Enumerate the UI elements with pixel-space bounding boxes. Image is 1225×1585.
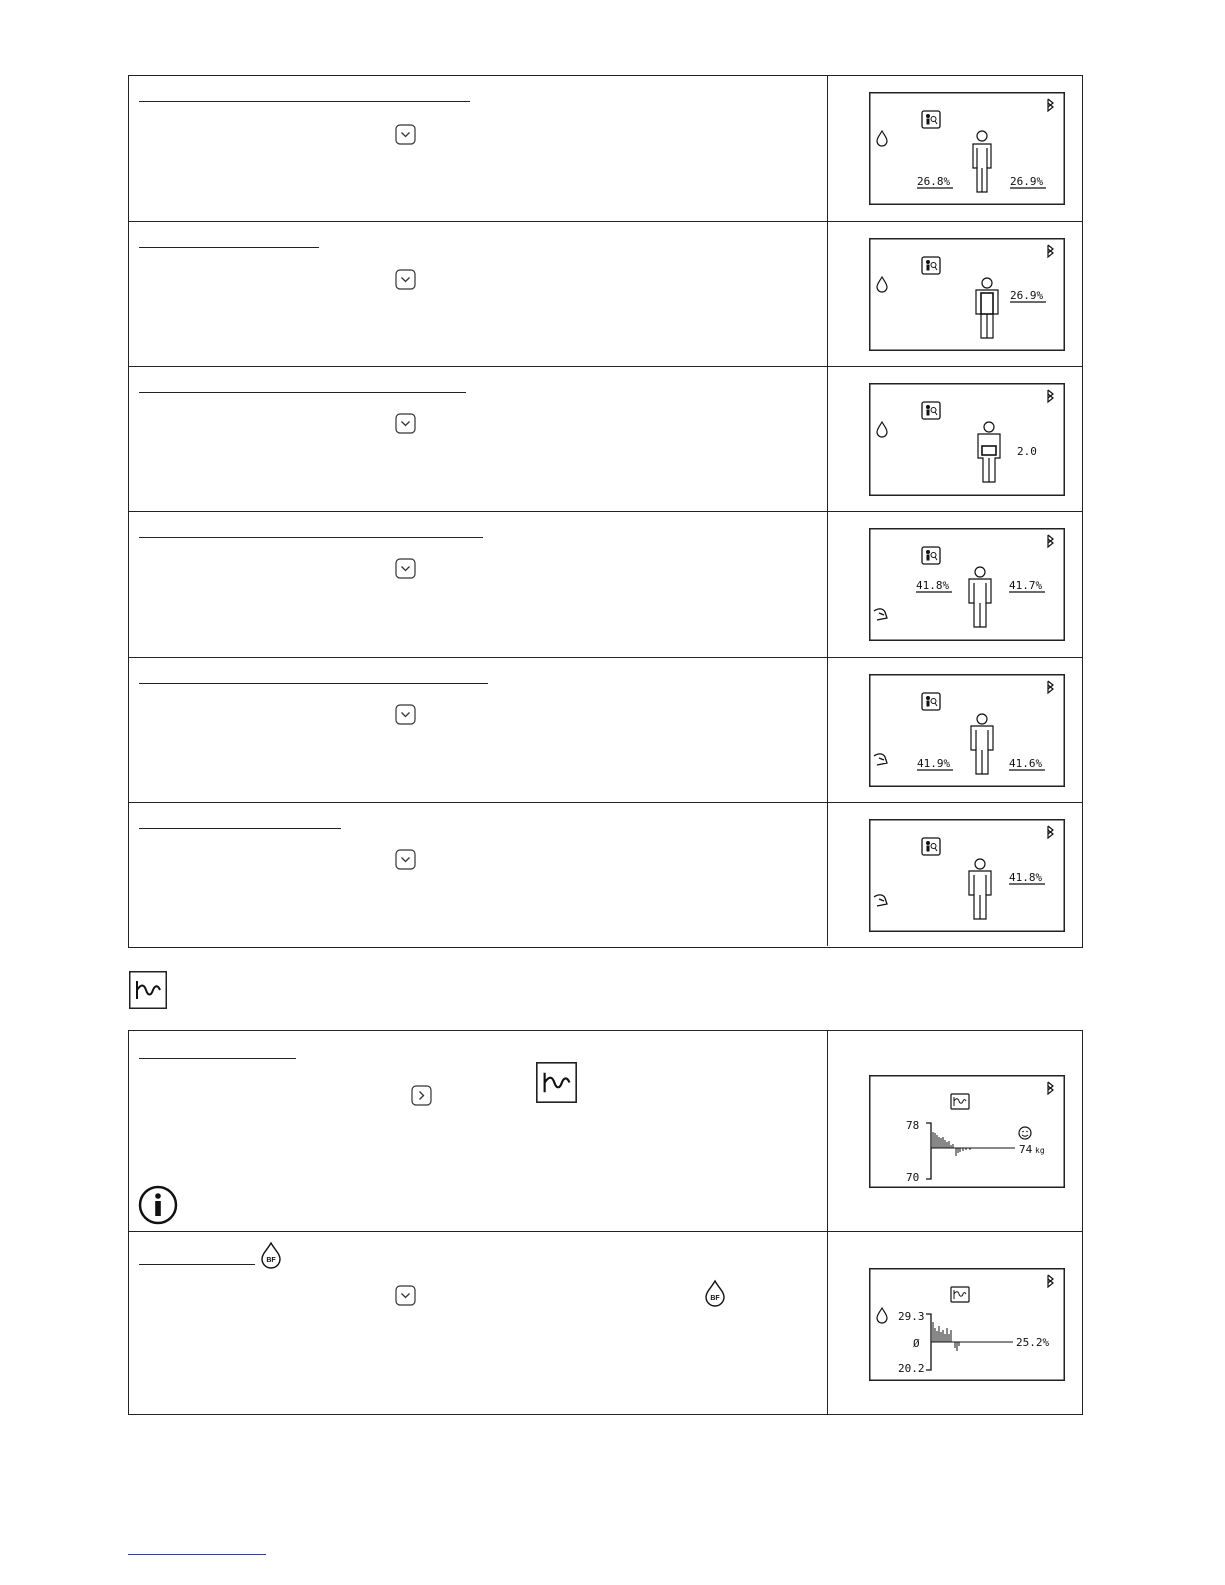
- column-divider: [827, 222, 828, 366]
- body-figure: [971, 714, 993, 774]
- right-value: 41.8%: [1009, 871, 1043, 884]
- bluetooth-icon: [1048, 1275, 1053, 1287]
- body-segment-icon: [922, 838, 940, 855]
- scale-display: [869, 1268, 1065, 1381]
- scale-display: [869, 1075, 1065, 1188]
- trend-mid: Ø: [913, 1337, 920, 1350]
- scale-display: [869, 819, 1065, 932]
- bluetooth-icon: [1048, 99, 1053, 111]
- left-value: 41.8%: [916, 579, 950, 592]
- table-row: [129, 1031, 1082, 1232]
- heading-underline: [139, 1264, 255, 1265]
- water-drop-icon: [877, 422, 887, 437]
- body-figure: [969, 859, 991, 919]
- heading-underline: [139, 537, 483, 538]
- bluetooth-icon: [1048, 681, 1053, 693]
- info-icon: [138, 1185, 178, 1225]
- column-divider: [827, 1232, 828, 1415]
- bf-drop-icon: [259, 1241, 283, 1269]
- column-divider: [827, 1031, 828, 1231]
- bluetooth-icon: [1048, 1082, 1053, 1094]
- chevron-down-button-icon: [395, 849, 416, 870]
- heading-underline: [139, 828, 341, 829]
- body-figure: [973, 131, 991, 192]
- heading-underline: [139, 101, 470, 102]
- table-row: [129, 803, 1082, 946]
- trend-bottom: 70: [906, 1171, 920, 1184]
- bluetooth-icon: [1048, 390, 1053, 402]
- column-divider: [827, 658, 828, 802]
- water-drop-icon: [877, 277, 887, 292]
- right-value: 26.9%: [1010, 175, 1044, 188]
- heading-underline: [139, 247, 319, 248]
- bluetooth-icon: [1048, 535, 1053, 547]
- trend-table: [128, 1030, 1083, 1415]
- column-divider: [827, 367, 828, 511]
- trend-value: 25.2%: [1016, 1336, 1050, 1349]
- trend-icon: [951, 1287, 969, 1302]
- table-row: [129, 1232, 1082, 1415]
- trend-icon: [129, 971, 167, 1009]
- chevron-down-button-icon: [395, 269, 416, 290]
- water-drop-icon: [877, 131, 887, 146]
- scale-display: [869, 383, 1065, 496]
- right-value: 2.0: [1017, 445, 1037, 458]
- svg-text:BF: BF: [710, 1295, 720, 1302]
- scale-display: [869, 674, 1065, 787]
- table-row: [129, 367, 1082, 512]
- trend-top: 29.3: [898, 1310, 925, 1323]
- trend-top: 78: [906, 1119, 920, 1132]
- chevron-right-button-icon: [411, 1085, 432, 1106]
- trend-bottom: 20.2: [898, 1362, 925, 1375]
- column-divider: [827, 76, 828, 221]
- trend-value: 74: [1019, 1143, 1033, 1156]
- trend-icon: [536, 1062, 577, 1103]
- trend-icon: [951, 1094, 969, 1109]
- body-figure: [976, 278, 998, 338]
- scale-display: [869, 92, 1065, 205]
- table-row: [129, 76, 1082, 222]
- heading-underline: [139, 392, 466, 393]
- svg-text:BF: BF: [266, 1257, 276, 1264]
- footer-link-underline[interactable]: [128, 1554, 266, 1555]
- bf-drop-icon: [703, 1279, 727, 1307]
- bluetooth-icon: [1048, 245, 1053, 257]
- muscle-icon: [874, 609, 887, 620]
- trend-unit: kg: [1035, 1146, 1045, 1155]
- body-segment-icon: [922, 402, 940, 419]
- right-value: 41.6%: [1009, 757, 1043, 770]
- left-value: 26.8%: [917, 175, 951, 188]
- chevron-down-button-icon: [395, 124, 416, 145]
- body-segment-icon: [922, 693, 940, 710]
- body-figure: [978, 422, 1000, 482]
- table-row: [129, 512, 1082, 658]
- smiley-icon: [1019, 1127, 1031, 1139]
- heading-underline: [139, 1058, 296, 1059]
- right-value: 26.9%: [1010, 289, 1044, 302]
- chevron-down-button-icon: [395, 704, 416, 725]
- bluetooth-icon: [1048, 826, 1053, 838]
- water-drop-icon: [877, 1308, 887, 1323]
- heading-underline: [139, 683, 488, 684]
- body-figure: [969, 567, 991, 627]
- chevron-down-button-icon: [395, 413, 416, 434]
- column-divider: [827, 803, 828, 946]
- body-segment-icon: [922, 111, 940, 128]
- body-segment-icon: [922, 547, 940, 564]
- chevron-down-button-icon: [395, 558, 416, 579]
- scale-display: [869, 238, 1065, 351]
- table-row: [129, 222, 1082, 367]
- chevron-down-button-icon: [395, 1285, 416, 1306]
- left-value: 41.9%: [917, 757, 951, 770]
- muscle-icon: [874, 754, 887, 765]
- body-segment-icon: [922, 257, 940, 274]
- segment-table: [128, 75, 1083, 948]
- scale-display: [869, 528, 1065, 641]
- muscle-icon: [874, 895, 887, 906]
- table-row: [129, 658, 1082, 803]
- right-value: 41.7%: [1009, 579, 1043, 592]
- column-divider: [827, 512, 828, 657]
